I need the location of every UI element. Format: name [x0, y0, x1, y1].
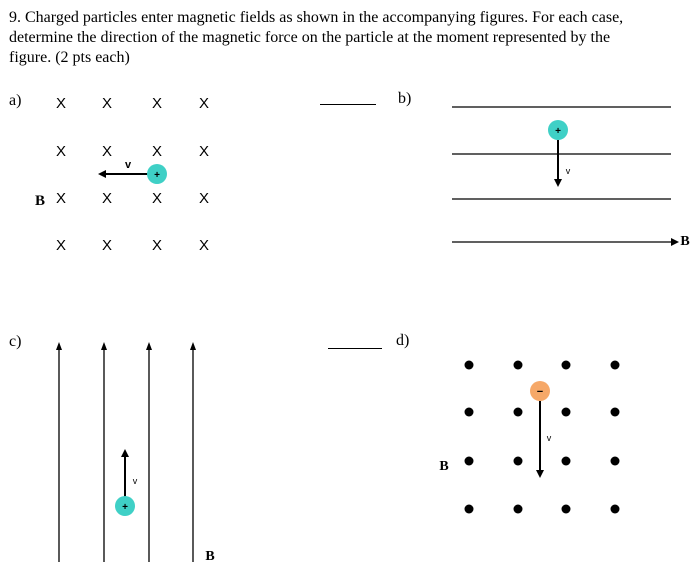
field-dot: [514, 361, 523, 370]
field-dot: [514, 408, 523, 417]
part-c-label: c): [9, 333, 22, 350]
field-x-mark: X: [55, 95, 67, 112]
field-label-b: B: [680, 234, 690, 249]
part-d-label: d): [396, 332, 410, 349]
field-dot: [611, 408, 620, 417]
question-line-3: figure. (2 pts each): [9, 49, 130, 66]
question-line-1: 9. Charged particles enter magnetic fields as shown in the accompanying figures. For each case,: [9, 9, 624, 26]
velocity-label: v: [132, 476, 138, 486]
charge-sign: +: [555, 126, 561, 137]
field-x-mark: X: [198, 237, 210, 254]
field-x-mark: X: [55, 237, 67, 254]
field-x-mark: X: [151, 95, 163, 112]
charge-sign: +: [122, 502, 128, 513]
charge-sign: +: [154, 170, 160, 181]
field-x-mark: X: [55, 143, 67, 160]
field-dot: [465, 457, 474, 466]
part-b-label: b): [398, 90, 412, 107]
field-x-mark: X: [198, 95, 210, 112]
field-label-b: B: [205, 549, 215, 564]
field-dot: [465, 408, 474, 417]
field-dot: [611, 457, 620, 466]
field-arrowhead: [101, 342, 107, 350]
field-dot: [562, 457, 571, 466]
figure-d: [439, 361, 619, 514]
field-dot: [562, 505, 571, 514]
field-x-mark: X: [101, 143, 113, 160]
field-label-b: B: [34, 193, 46, 209]
question-line-2: determine the direction of the magnetic force on the particle at the moment represented by the: [9, 29, 611, 46]
field-x-mark: X: [198, 143, 210, 160]
figure-b: [452, 107, 690, 249]
field-x-mark: X: [55, 190, 67, 207]
figure-a: [35, 95, 209, 254]
field-arrowhead: [146, 342, 152, 350]
charge-sign: −: [536, 386, 544, 398]
field-arrowhead: [671, 238, 679, 246]
field-x-mark: X: [151, 237, 163, 254]
field-dot: [465, 361, 474, 370]
field-x-mark: X: [198, 190, 210, 207]
part-a-label: a): [9, 92, 22, 109]
field-arrowhead: [56, 342, 62, 350]
velocity-label: v: [565, 166, 571, 176]
field-arrowhead: [190, 342, 196, 350]
field-x-mark: X: [101, 237, 113, 254]
field-dot: [611, 505, 620, 514]
field-x-mark: X: [151, 190, 163, 207]
field-x-mark: X: [101, 190, 113, 207]
field-x-mark: X: [151, 143, 163, 160]
field-dot: [514, 505, 523, 514]
field-dot: [465, 505, 474, 514]
velocity-label: v: [124, 159, 132, 171]
field-dot: [562, 361, 571, 370]
field-dot: [514, 457, 523, 466]
field-label-b: B: [439, 459, 449, 474]
field-dot: [611, 361, 620, 370]
velocity-label: v: [546, 433, 552, 443]
figure-c: [56, 342, 215, 564]
field-x-mark: X: [101, 95, 113, 112]
field-dot: [562, 408, 571, 417]
